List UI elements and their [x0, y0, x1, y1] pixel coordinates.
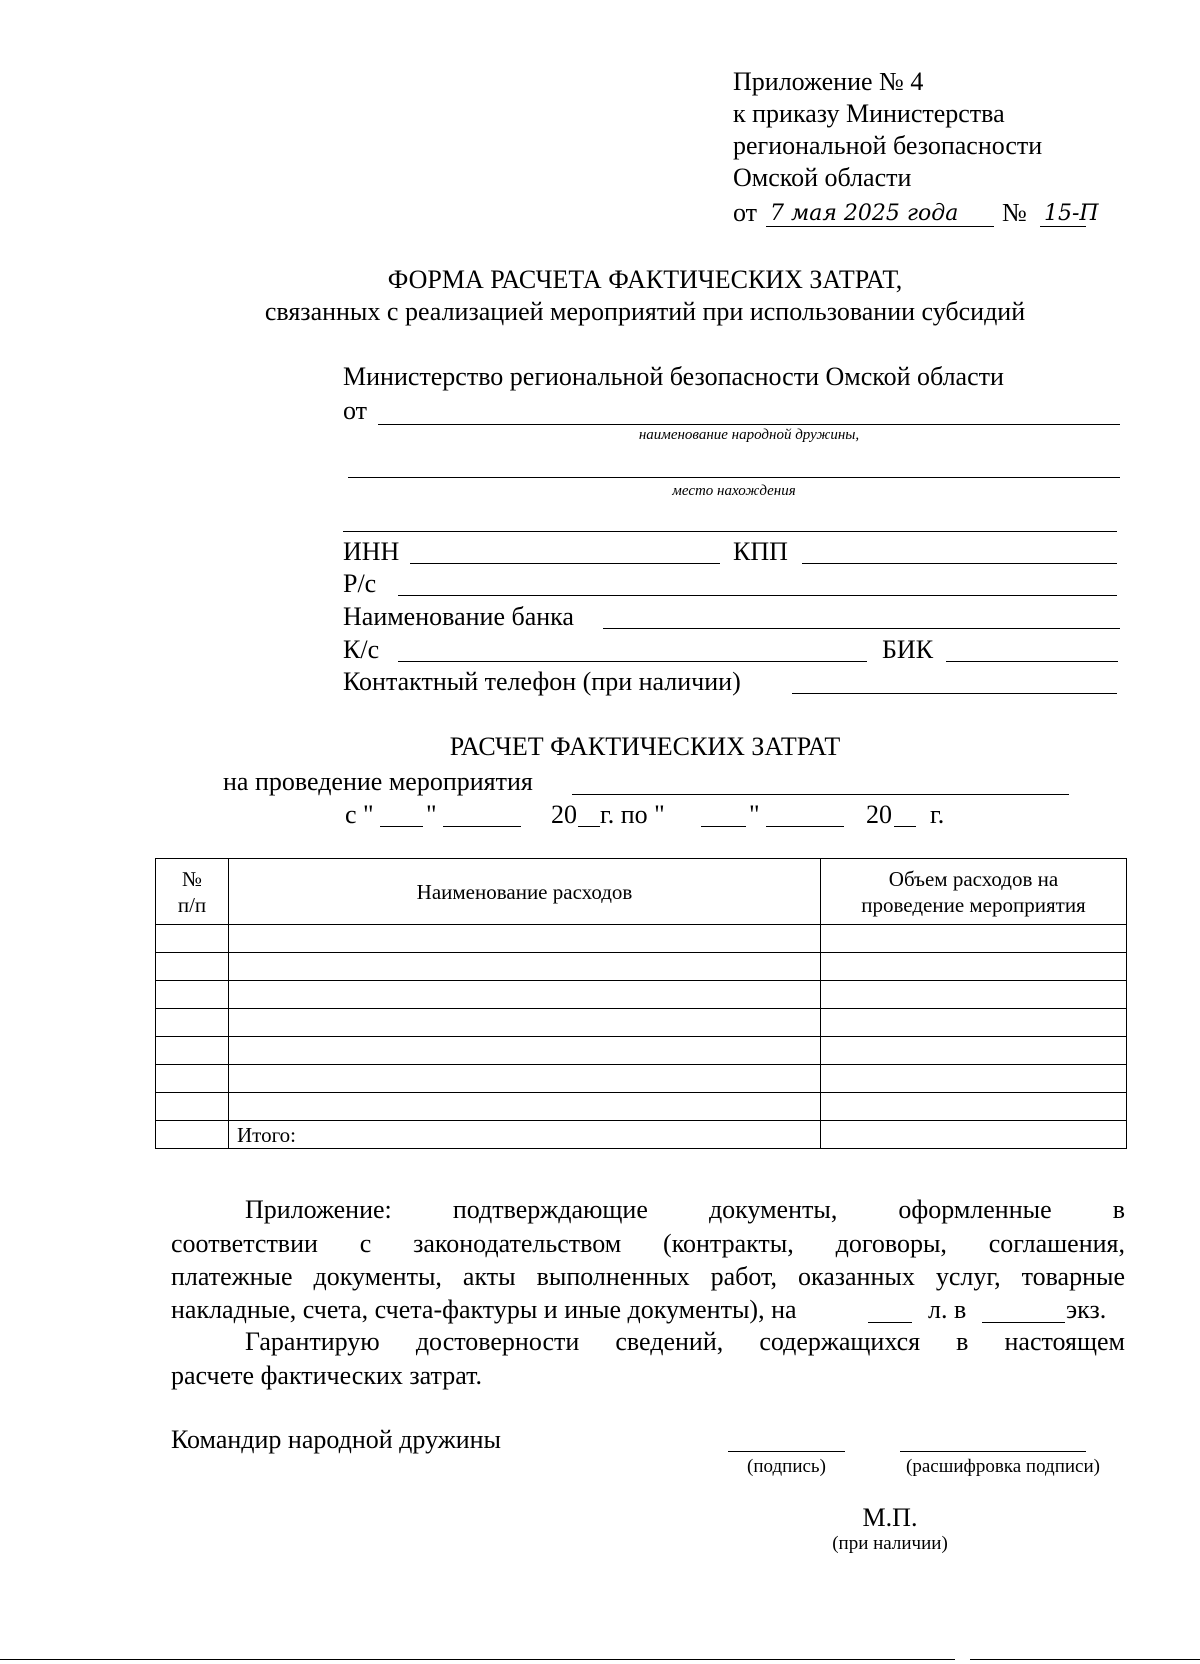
table-cell[interactable] — [821, 1037, 1127, 1065]
period-to-quote: " — [749, 800, 760, 829]
period-from-label: с " — [345, 800, 374, 829]
bottom-rule-right — [970, 1659, 1200, 1660]
kpp-label: КПП — [733, 537, 788, 566]
column-header-expense-name: Наименование расходов — [229, 859, 821, 925]
table-cell[interactable] — [821, 981, 1127, 1009]
stamp-note: (при наличии) — [832, 1533, 948, 1554]
order-number-prefix: № — [1002, 198, 1027, 227]
kpp-field[interactable] — [802, 563, 1117, 564]
event-field[interactable] — [572, 794, 1069, 795]
table-row — [156, 925, 1127, 953]
period-from-quote: " — [426, 800, 437, 829]
phone-label: Контактный телефон (при наличии) — [343, 667, 741, 696]
attachment-word: Приложение: — [245, 1195, 392, 1224]
table-cell[interactable] — [156, 1065, 229, 1093]
inn-field[interactable] — [410, 563, 720, 564]
table-cell[interactable] — [821, 953, 1127, 981]
appendix-line-2: к приказу Министерства — [733, 99, 1005, 128]
account-field[interactable] — [398, 595, 1117, 596]
attachment-line-2: соответствии с законодательством (контракты, договоры, соглашения, — [171, 1229, 1125, 1258]
bik-label: БИК — [882, 635, 934, 664]
table-cell[interactable] — [229, 1065, 821, 1093]
form-subtitle: связанных с реализацией мероприятий при использовании субсидий — [264, 297, 1026, 326]
period-to-day-field[interactable] — [701, 826, 746, 827]
squad-name-caption: наименование народной дружины, — [638, 427, 860, 443]
signature-decoding-caption: (расшифровка подписи) — [906, 1456, 1100, 1477]
table-header-row — [156, 859, 1127, 925]
expense-table — [155, 858, 1127, 1149]
table-cell[interactable] — [229, 1009, 821, 1037]
bottom-rule-left — [0, 1659, 955, 1660]
table-cell[interactable] — [821, 1009, 1127, 1037]
period-from-year-label: 20 — [551, 800, 577, 829]
order-date-prefix: от — [733, 198, 758, 227]
table-row — [156, 981, 1127, 1009]
period-from-year-field[interactable] — [578, 826, 600, 827]
appendix-line-4: Омской области — [733, 163, 912, 192]
table-cell[interactable] — [156, 925, 229, 953]
signature-field[interactable] — [728, 1451, 845, 1452]
guarantee-line-2: расчете фактических затрат. — [171, 1361, 482, 1390]
bik-field[interactable] — [946, 661, 1118, 662]
guarantee-line-1: Гарантирую достоверности сведений, содержащихся в настоящем — [245, 1327, 1125, 1356]
location-field[interactable] — [343, 531, 1117, 532]
ministry-name: Министерство региональной безопасности Омской области — [343, 362, 1004, 391]
column-header-number-text: № п/п — [177, 866, 207, 917]
bank-label: Наименование банка — [343, 602, 574, 631]
order-date-handwritten: 7 мая 2025 года — [770, 201, 959, 226]
form-title: ФОРМА РАСЧЕТА ФАКТИЧЕСКИХ ЗАТРАТ, — [387, 265, 903, 294]
total-number-cell[interactable] — [156, 1121, 229, 1149]
period-to-month-field[interactable] — [766, 826, 844, 827]
attachment-word: в — [1112, 1195, 1125, 1224]
order-number-handwritten: 15-П — [1044, 201, 1099, 226]
table-row — [156, 1037, 1127, 1065]
sheets-count-field[interactable] — [868, 1322, 912, 1323]
period-to-year-label: 20 — [866, 800, 892, 829]
squad-name-field[interactable] — [378, 424, 1120, 425]
table-cell[interactable] — [156, 1093, 229, 1121]
from-label: от — [343, 396, 368, 425]
table-cell[interactable] — [229, 925, 821, 953]
attachment-word: документы, — [708, 1195, 838, 1224]
attachment-line-4a: накладные, счета, счета-фактуры и иные документы), на — [171, 1295, 797, 1324]
period-to-year-field[interactable] — [894, 826, 916, 827]
total-label: Итого: — [229, 1121, 821, 1149]
attachment-word: подтверждающие — [452, 1195, 648, 1224]
column-header-number — [156, 859, 229, 925]
order-number-underline — [1040, 226, 1086, 227]
total-amount-cell[interactable] — [821, 1121, 1127, 1149]
signature-caption: (подпись) — [747, 1456, 826, 1477]
table-cell[interactable] — [821, 1093, 1127, 1121]
table-row — [156, 1093, 1127, 1121]
calculation-title: РАСЧЕТ ФАКТИЧЕСКИХ ЗАТРАТ — [449, 732, 841, 761]
event-label: на проведение мероприятия — [223, 767, 533, 796]
appendix-line-1: Приложение № 4 — [733, 67, 924, 96]
corr-account-label: К/с — [343, 635, 380, 664]
attachment-line-1 — [245, 1194, 1125, 1226]
inn-label: ИНН — [343, 537, 400, 566]
attachment-line-3: платежные документы, акты выполненных работ, оказанных услуг, товарные — [171, 1262, 1125, 1291]
period-from-day-field[interactable] — [380, 826, 423, 827]
stamp-label: М.П. — [862, 1503, 918, 1532]
table-cell[interactable] — [156, 953, 229, 981]
column-header-expense-amount — [821, 859, 1127, 925]
table-row — [156, 953, 1127, 981]
table-row — [156, 1009, 1127, 1037]
table-cell[interactable] — [821, 925, 1127, 953]
period-year-suffix: г. — [930, 800, 945, 829]
table-cell[interactable] — [229, 953, 821, 981]
attachment-word: оформленные — [898, 1195, 1052, 1224]
phone-field[interactable] — [792, 693, 1117, 694]
order-date-underline — [766, 226, 994, 227]
period-from-month-field[interactable] — [443, 826, 521, 827]
table-row — [156, 1065, 1127, 1093]
table-cell[interactable] — [229, 1093, 821, 1121]
table-cell[interactable] — [229, 981, 821, 1009]
location-caption: место нахождения — [672, 483, 796, 499]
table-cell[interactable] — [156, 1037, 229, 1065]
commander-label: Командир народной дружины — [171, 1425, 501, 1454]
attachment-line-4b: л. в — [928, 1295, 967, 1324]
period-to-label: г. по " — [600, 800, 665, 829]
table-cell[interactable] — [821, 1065, 1127, 1093]
appendix-line-3: региональной безопасности — [733, 131, 1043, 160]
table-cell[interactable] — [229, 1037, 821, 1065]
account-label: Р/с — [343, 569, 377, 598]
column-header-expense-amount-text: Объем расходов на проведение мероприятия — [861, 866, 1086, 917]
squad-name-field-2[interactable] — [348, 477, 1120, 478]
table-total-row — [156, 1121, 1127, 1149]
signature-decoding-field[interactable] — [900, 1451, 1086, 1452]
table-cell[interactable] — [156, 981, 229, 1009]
copies-count-field[interactable] — [982, 1322, 1065, 1323]
bank-field[interactable] — [603, 628, 1120, 629]
attachment-line-4c: экз. — [1066, 1295, 1107, 1324]
table-cell[interactable] — [156, 1009, 229, 1037]
corr-account-field[interactable] — [398, 661, 867, 662]
